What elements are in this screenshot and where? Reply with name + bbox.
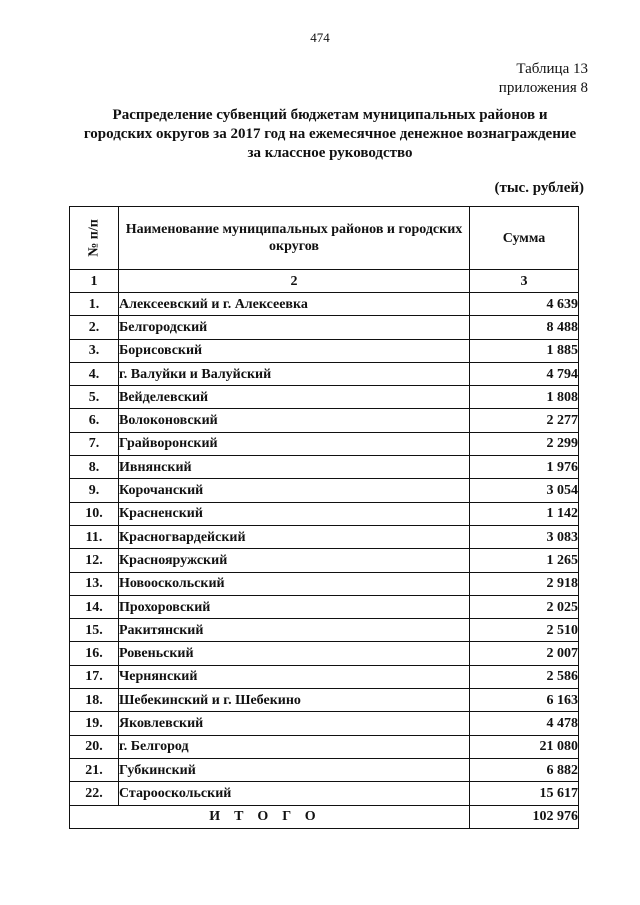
header-name: Наименование муниципальных районов и городских округов	[119, 207, 470, 270]
table-body	[70, 270, 579, 806]
row-name: Старооскольский	[119, 782, 470, 805]
table-row	[70, 456, 579, 479]
row-sum: 2 918	[470, 572, 579, 595]
table-row	[70, 316, 579, 339]
row-name: Яковлевский	[119, 712, 470, 735]
row-sum: 2 277	[470, 409, 579, 432]
table-row	[70, 665, 579, 688]
row-name: г. Белгород	[119, 735, 470, 758]
row-sum: 4 478	[470, 712, 579, 735]
table-row	[70, 782, 579, 805]
row-name: Ивнянский	[119, 456, 470, 479]
row-name: Грайворонский	[119, 432, 470, 455]
total-label: ИТОГО	[70, 805, 470, 828]
row-number: 19.	[70, 712, 119, 735]
row-sum: 4 639	[470, 293, 579, 316]
row-sum: 2 025	[470, 595, 579, 618]
title-line-1: Распределение субвенций бюджетам муниципальных районов и	[112, 107, 548, 123]
row-name: Вейделевский	[119, 386, 470, 409]
total-row	[70, 805, 579, 828]
table-ref-line-1: Таблица 13	[516, 61, 588, 77]
row-number: 22.	[70, 782, 119, 805]
row-sum: 8 488	[470, 316, 579, 339]
row-number: 15.	[70, 619, 119, 642]
row-sum: 3 083	[470, 525, 579, 548]
row-name: Красногвардейский	[119, 525, 470, 548]
row-name: Шебекинский и г. Шебекино	[119, 689, 470, 712]
table-ref-line-2: приложения 8	[498, 80, 588, 96]
row-sum: 1 976	[470, 456, 579, 479]
row-sum: 15 617	[470, 782, 579, 805]
header-sum: Сумма	[470, 207, 579, 270]
row-number: 5.	[70, 386, 119, 409]
row-number: 17.	[70, 665, 119, 688]
table-row	[70, 689, 579, 712]
row-name: Борисовский	[119, 339, 470, 362]
row-name: Новооскольский	[119, 572, 470, 595]
page-number: 474	[310, 30, 330, 45]
units-note: (тыс. рублей)	[494, 180, 584, 196]
row-number: 7.	[70, 432, 119, 455]
column-number-2: 2	[119, 270, 470, 293]
title-line-3: за классное руководство	[247, 145, 413, 161]
total-sum: 102 976	[470, 805, 579, 828]
table-row	[70, 549, 579, 572]
table-row	[70, 642, 579, 665]
table-row	[70, 712, 579, 735]
row-number: 20.	[70, 735, 119, 758]
row-number: 3.	[70, 339, 119, 362]
row-number: 13.	[70, 572, 119, 595]
row-sum: 4 794	[470, 362, 579, 385]
table-row	[70, 409, 579, 432]
row-number: 10.	[70, 502, 119, 525]
column-number-3: 3	[470, 270, 579, 293]
table-row	[70, 758, 579, 781]
table-reference	[499, 60, 588, 98]
table-row	[70, 735, 579, 758]
header-number	[70, 207, 119, 270]
subsidy-table	[69, 206, 579, 829]
table-row	[70, 386, 579, 409]
row-sum: 21 080	[470, 735, 579, 758]
row-number: 18.	[70, 689, 119, 712]
row-number: 12.	[70, 549, 119, 572]
row-sum: 2 299	[470, 432, 579, 455]
table-row	[70, 479, 579, 502]
row-name: Волоконовский	[119, 409, 470, 432]
row-sum: 6 882	[470, 758, 579, 781]
header-number-label: № п/п	[86, 219, 102, 257]
table-row	[70, 619, 579, 642]
column-number-row	[70, 270, 579, 293]
row-number: 16.	[70, 642, 119, 665]
table-row	[70, 293, 579, 316]
row-name: Красненский	[119, 502, 470, 525]
row-sum: 2 586	[470, 665, 579, 688]
row-number: 1.	[70, 293, 119, 316]
row-number: 9.	[70, 479, 119, 502]
table-row	[70, 502, 579, 525]
table-header-row	[70, 207, 579, 270]
row-number: 21.	[70, 758, 119, 781]
row-sum: 1 808	[470, 386, 579, 409]
row-sum: 3 054	[470, 479, 579, 502]
row-name: Белгородский	[119, 316, 470, 339]
table-row	[70, 595, 579, 618]
row-name: Алексеевский и г. Алексеевка	[119, 293, 470, 316]
row-sum: 6 163	[470, 689, 579, 712]
row-number: 11.	[70, 525, 119, 548]
row-name: Прохоровский	[119, 595, 470, 618]
document-title	[60, 106, 600, 163]
row-sum: 2 510	[470, 619, 579, 642]
column-number-1: 1	[70, 270, 119, 293]
row-number: 4.	[70, 362, 119, 385]
row-number: 8.	[70, 456, 119, 479]
row-name: Чернянский	[119, 665, 470, 688]
row-name: Губкинский	[119, 758, 470, 781]
row-name: Корочанский	[119, 479, 470, 502]
title-line-2: городских округов за 2017 год на ежемесячное денежное вознаграждение	[83, 126, 577, 142]
table-row	[70, 432, 579, 455]
row-name: г. Валуйки и Валуйский	[119, 362, 470, 385]
table-row	[70, 339, 579, 362]
table-row	[70, 525, 579, 548]
row-name: Краснояружский	[119, 549, 470, 572]
row-sum: 1 142	[470, 502, 579, 525]
row-sum: 2 007	[470, 642, 579, 665]
row-name: Ровеньский	[119, 642, 470, 665]
row-name: Ракитянский	[119, 619, 470, 642]
row-sum: 1 885	[470, 339, 579, 362]
table-row	[70, 572, 579, 595]
row-number: 6.	[70, 409, 119, 432]
row-number: 2.	[70, 316, 119, 339]
table-row	[70, 362, 579, 385]
row-number: 14.	[70, 595, 119, 618]
row-sum: 1 265	[470, 549, 579, 572]
